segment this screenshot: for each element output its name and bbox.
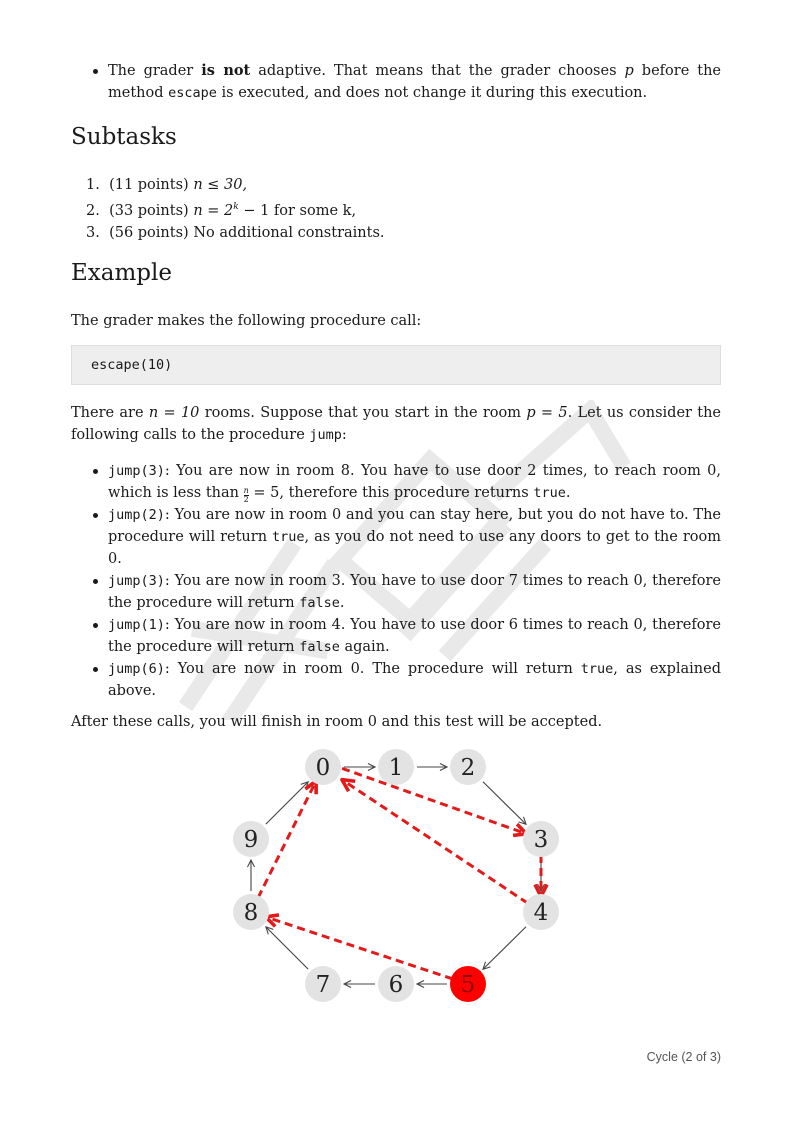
subtask-item: 2. (33 points) $n = 2^k - 1$ for some k,	[86, 202, 357, 219]
svg-text:3: 3	[533, 827, 549, 853]
inline-code: escape	[168, 85, 217, 101]
svg-text:9: 9	[243, 827, 259, 853]
room-node	[233, 821, 269, 857]
example-intro: The grader makes the following procedure call:	[71, 313, 422, 329]
svg-text:0: 0	[315, 755, 331, 781]
svg-text:5: 5	[460, 972, 476, 998]
svg-text:6: 6	[388, 972, 404, 998]
grader-note: The grader is not adaptive. That means that the grader chooses p before the method escape is executed, and does not change it during this execution.	[71, 60, 721, 104]
fraction: $\frac{n}{2}$	[243, 486, 249, 504]
room-node	[378, 966, 414, 1002]
room-node	[305, 966, 341, 1002]
svg-text:2: 2	[460, 755, 476, 781]
jump-call-item: jump(6): You are now in room 0. The procedure will return true, as explained above.	[71, 658, 721, 702]
jump-call-item: jump(3): You are now in room 8. You have to use door 2 times, to reach room 0, which is less than $\frac{n}{2}$ = 5, therefore this procedure returns true.	[71, 460, 721, 504]
subtasks-heading: Subtasks	[71, 124, 177, 150]
emphasis-text: is not	[201, 62, 251, 79]
svg-text:8: 8	[243, 900, 259, 926]
cycle-edges	[251, 767, 541, 984]
jump-edge	[267, 917, 453, 979]
example-setup: There are n = 10 rooms. Suppose that you start in the room p = 5. Let us consider the following calls to the procedure jump:	[71, 405, 722, 443]
example-conclusion: After these calls, you will finish in room 0 and this test will be accepted.	[71, 714, 603, 730]
room-node	[378, 749, 414, 785]
subtask-item: 1. (11 points) n ≤ 30,	[86, 177, 248, 193]
subtask-item: 3. (56 points) No additional constraints.	[86, 224, 385, 241]
cycle-edge	[266, 927, 308, 969]
jump-call-item: jump(1): You are now in room 4. You have to use door 6 times to reach 0, therefore the procedure will return false again.	[71, 614, 721, 658]
cycle-edge	[266, 782, 308, 824]
room-node	[233, 894, 269, 930]
cycle-edge	[483, 782, 526, 825]
jump-call-item: jump(3): You are now in room 3. You have to use door 7 times to reach 0, therefore the procedure will return false.	[71, 570, 721, 614]
cycle-edge	[483, 927, 526, 970]
room-node	[523, 821, 559, 857]
svg-text:1: 1	[388, 755, 404, 781]
room-node	[523, 894, 559, 930]
room-node	[450, 749, 486, 785]
room-node	[305, 749, 341, 785]
start-room-node	[450, 966, 486, 1002]
jump-path	[258, 768, 541, 979]
svg-text:4: 4	[533, 900, 549, 926]
code-call: escape(10)	[91, 357, 173, 373]
jump-call-item: jump(2): You are now in room 0 and you can stay here, but you do not have to. The procedure will return true, as you do not need to use any doors to get to the room 0.	[71, 504, 721, 570]
svg-text:7: 7	[315, 972, 331, 998]
page-footer: Cycle (2 of 3)	[646, 1050, 721, 1064]
example-heading: Example	[71, 260, 172, 286]
jump-edge	[342, 768, 525, 833]
